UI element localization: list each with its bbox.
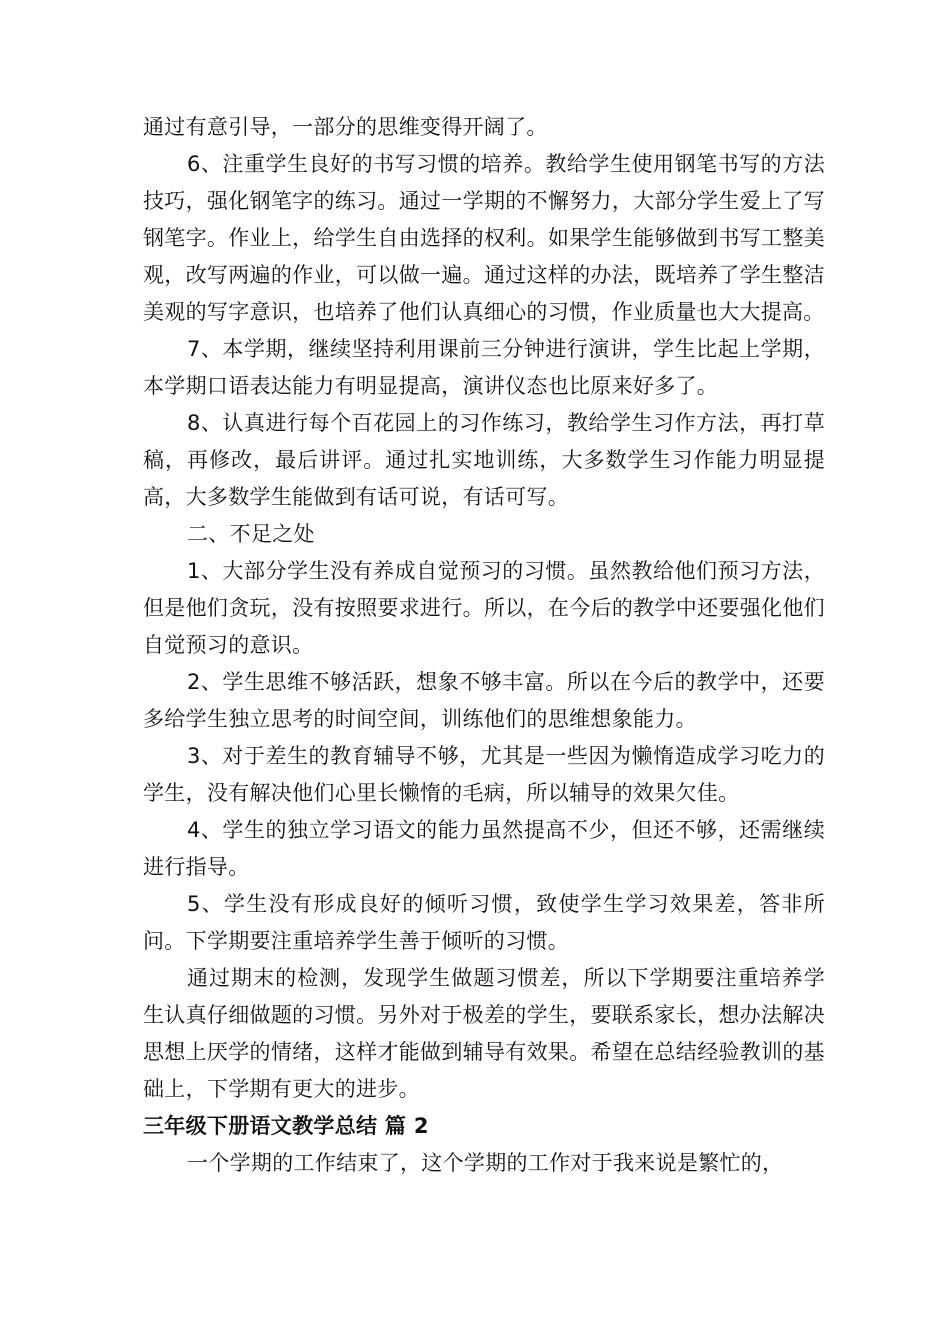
paragraph: 1、大部分学生没有养成自觉预习的习惯。虽然教给他们预习方法，但是他们贪玩，没有按照要求进行。所以，在今后的教学中还要强化他们自觉预习的意识。: [143, 559, 825, 657]
paragraph: 5、学生没有形成良好的倾听习惯，致使学生学习效果差，答非所问。下学期要注重培养学生善于倾听的习惯。: [143, 892, 825, 953]
paragraph: 8、认真进行每个百花园上的习作练习，教给学生习作方法，再打草稿，再修改，最后讲评。通过扎实地训练，大多数学生习作能力明显提高，大多数学生能做到有话可说，有话可写。: [143, 411, 825, 509]
paragraph: 7、本学期，继续坚持利用课前三分钟进行演讲，学生比起上学期，本学期口语表达能力有明显提高，演讲仪态也比原来好多了。: [143, 337, 825, 398]
paragraph: 通过期末的检测，发现学生做题习惯差，所以下学期要注重培养学生认真仔细做题的习惯。另外对于极差的学生，要联系家长，想办法解决思想上厌学的情绪，这样才能做到辅导有效果。希望在总结经验教训的基础上，下学期有更大的进步。: [143, 966, 825, 1101]
subsection-title: 二、不足之处: [187, 522, 315, 546]
paragraph: 一个学期的工作结束了，这个学期的工作对于我来说是繁忙的，: [187, 1151, 784, 1175]
paragraph: 2、学生思维不够活跃，想象不够丰富。所以在今后的教学中，还要多给学生独立思考的时间空间，训练他们的思维想象能力。: [143, 670, 825, 731]
document-page: [143, 109, 825, 1182]
paragraph: 通过有意引导，一部分的思维变得开阔了。: [143, 115, 548, 139]
paragraph: 6、注重学生良好的书写习惯的培养。教给学生使用钢笔书写的方法技巧，强化钢笔字的练习。通过一学期的不懈努力，大部分学生爱上了写钢笔字。作业上，给学生自由选择的权利。如果学生能够做到书写工整美观，改写两遍的作业，可以做一遍。通过这样的办法，既培养了学生整洁美观的写字意识，也培养了他们认真细心的习惯，作业质量也大大提高。: [143, 152, 825, 324]
paragraph: 3、对于差生的教育辅导不够，尤其是一些因为懒惰造成学习吃力的学生，没有解决他们心里长懒惰的毛病，所以辅导的效果欠佳。: [143, 744, 825, 805]
paragraph: 4、学生的独立学习语文的能力虽然提高不少，但还不够，还需继续进行指导。: [143, 818, 825, 879]
section-heading: 三年级下册语文教学总结 篇 2: [143, 1114, 429, 1138]
